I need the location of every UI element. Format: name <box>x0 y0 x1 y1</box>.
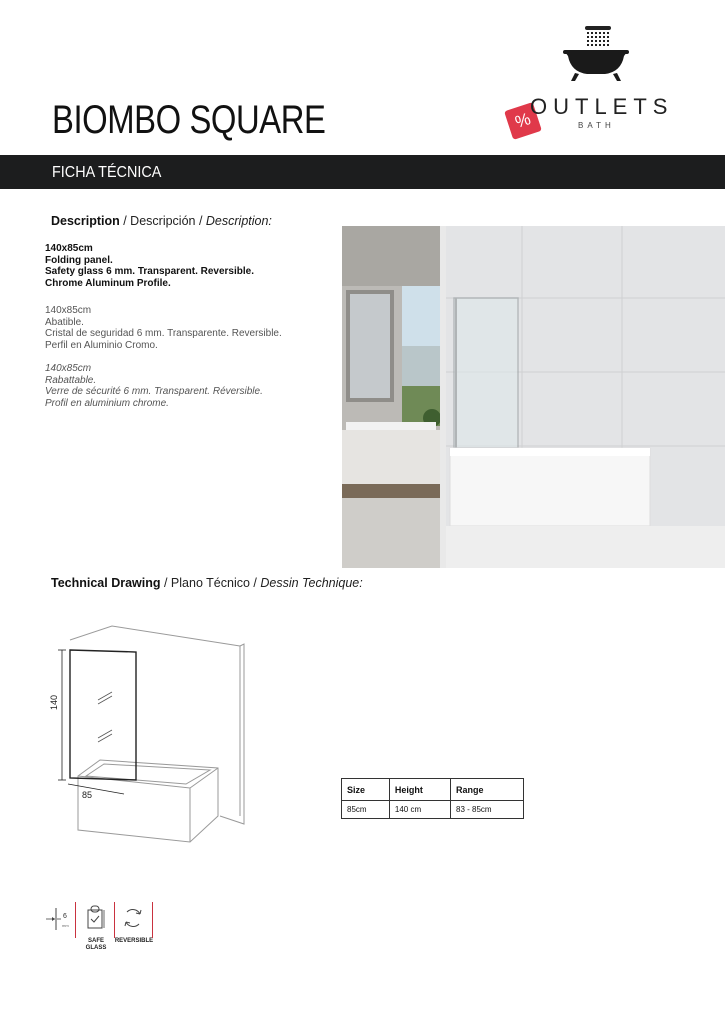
glass-thickness-unit: mm <box>62 923 69 928</box>
description-line: Chrome Aluminum Profile. <box>45 277 171 289</box>
reversible-icon <box>120 906 146 930</box>
table-header-range: Range <box>451 779 524 801</box>
description-line: Safety glass 6 mm. Transparent. Reversible. <box>45 266 254 277</box>
description-heading-es: / Descripción / <box>119 214 206 228</box>
description-line: 140x85cm <box>45 363 92 374</box>
description-line: Abatible. <box>45 316 84 328</box>
logo-subtitle: BATH <box>578 121 615 130</box>
description-line: 140x85cm <box>45 243 93 254</box>
safe-glass-label-line: SAFE <box>87 938 104 944</box>
description-heading-en: Description <box>51 214 120 228</box>
width-dimension-label: 85 <box>82 790 93 800</box>
description-en <box>45 243 254 289</box>
safe-glass-icon <box>82 904 110 932</box>
description-line: Cristal de seguridad 6 mm. Transparente. Reversible. <box>45 328 282 339</box>
product-photo <box>342 226 725 568</box>
technical-heading-fr: Dessin Technique: <box>260 576 363 590</box>
reversible-label: REVERSIBLE <box>114 938 154 944</box>
logo-wordmark: OUTLETS <box>530 94 674 119</box>
discount-tag-icon: % <box>504 102 542 140</box>
glass-thickness-icon <box>44 904 74 934</box>
table-cell-height: 140 cm <box>389 801 450 819</box>
table-row <box>342 801 524 819</box>
safe-glass-label <box>84 938 108 952</box>
description-line: Profil en aluminium chrome. <box>45 397 169 409</box>
table-cell-range: 83 - 85cm <box>451 801 524 819</box>
technical-heading-es: / Plano Técnico / <box>160 576 261 590</box>
safe-glass-label-line: GLASS <box>85 945 107 951</box>
feature-divider <box>114 902 115 938</box>
glass-thickness-value: 6 <box>63 913 67 920</box>
height-dimension-label: 140 <box>49 694 59 710</box>
band-label: FICHA TÉCNICA <box>52 164 162 181</box>
table-header-row <box>342 779 524 801</box>
description-line: Rabattable. <box>45 374 97 386</box>
description-fr <box>45 363 263 409</box>
product-title: BIOMBO SQUARE <box>52 98 326 142</box>
feature-divider <box>152 902 153 938</box>
table-header-height: Height <box>389 779 450 801</box>
technical-heading-en: Technical Drawing <box>51 576 161 590</box>
description-heading-fr: Description: <box>205 214 272 228</box>
description-heading <box>51 214 272 228</box>
section-band <box>0 155 725 189</box>
spec-table <box>341 778 524 819</box>
technical-heading <box>51 576 363 590</box>
description-line: Perfil en Aluminio Cromo. <box>45 339 158 351</box>
table-header-size: Size <box>342 779 390 801</box>
feature-divider <box>75 902 76 938</box>
technical-drawing <box>40 620 260 850</box>
description-line: 140x85cm <box>45 305 92 316</box>
description-es <box>45 305 282 351</box>
description-line: Folding panel. <box>45 254 113 266</box>
table-cell-size: 85cm <box>342 801 390 819</box>
description-line: Verre de sécurité 6 mm. Transparent. Réversible. <box>45 386 263 397</box>
